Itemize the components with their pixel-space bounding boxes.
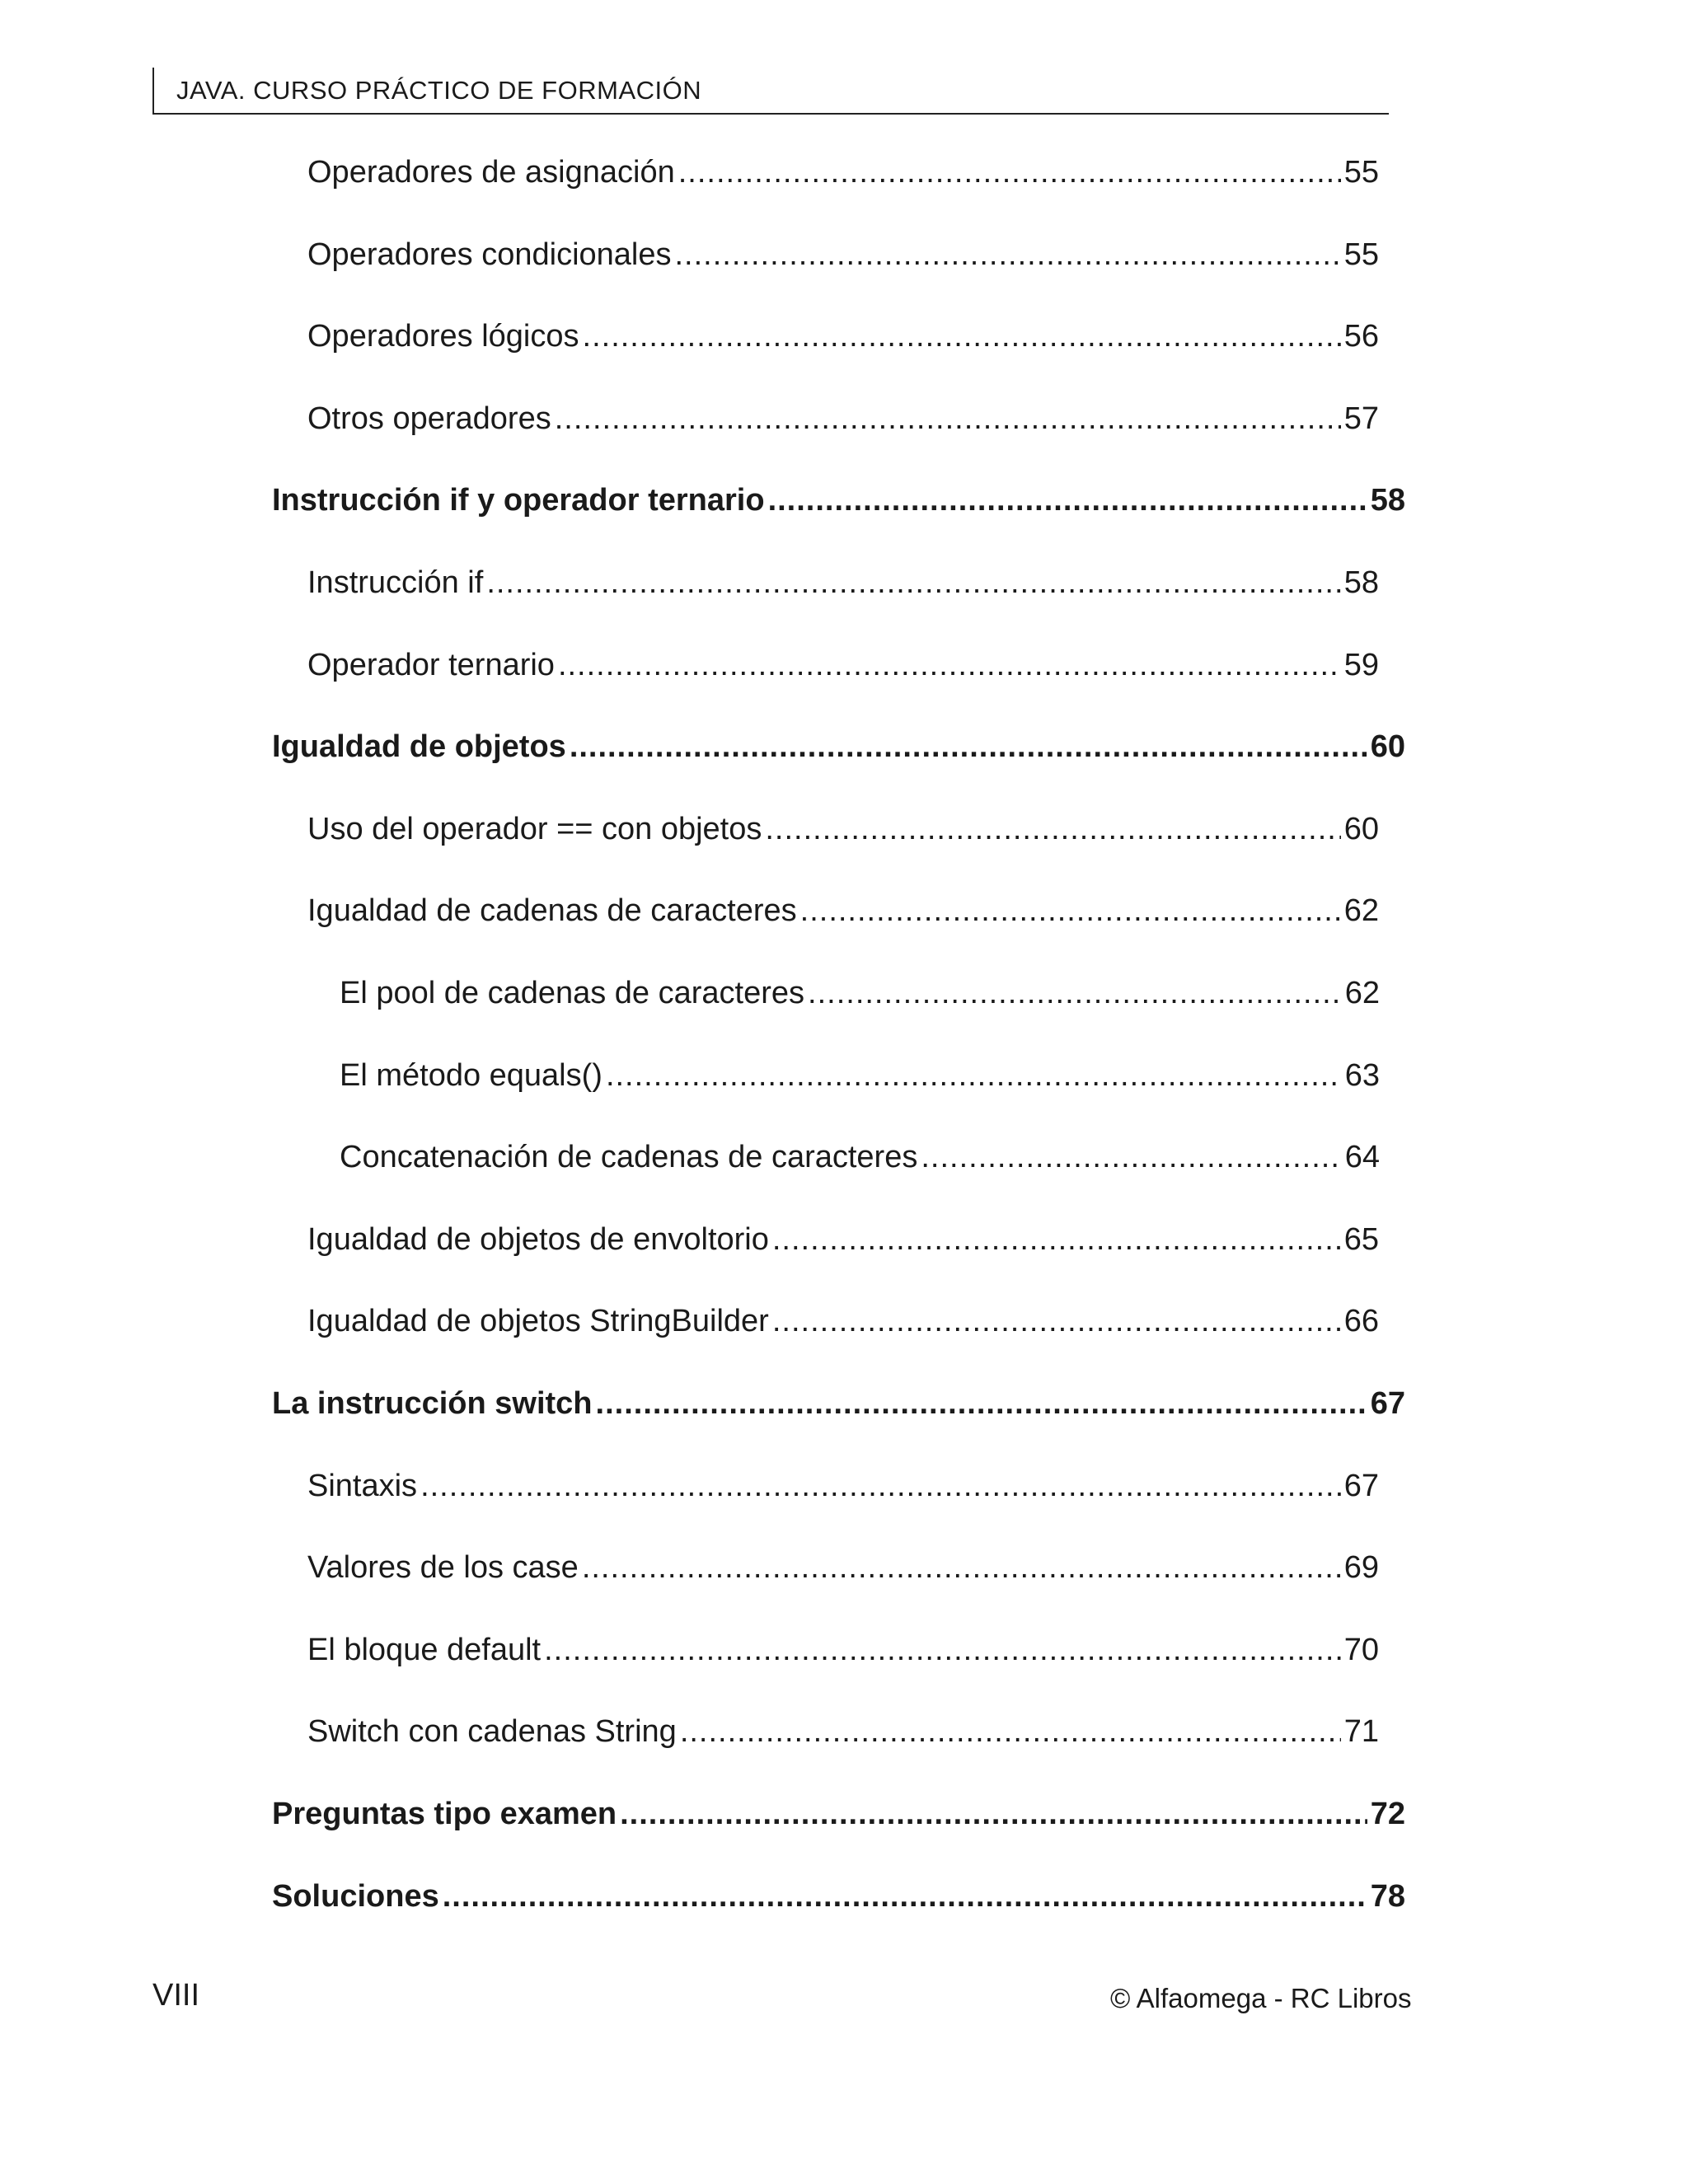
toc-entry-page: 59 [1343, 648, 1379, 682]
toc-entry[interactable] [272, 1879, 1405, 1929]
toc-entry-title: Soluciones [272, 1879, 439, 1914]
toc-entry-title: Operadores condicionales [307, 237, 672, 272]
toc-entry-title: El método equals() [340, 1058, 603, 1093]
toc-dot-leader [544, 1633, 1341, 1668]
toc-entry[interactable] [307, 1550, 1379, 1600]
toc-entry-page: 55 [1343, 155, 1379, 190]
toc-entry-title: Sintaxis [307, 1469, 418, 1503]
toc-entry[interactable] [340, 1058, 1380, 1108]
toc-entry-page: 63 [1344, 1058, 1380, 1093]
toc-entry-page: 66 [1343, 1304, 1379, 1338]
toc-dot-leader [486, 565, 1340, 601]
toc-dot-leader [808, 976, 1342, 1011]
toc-entry[interactable] [307, 401, 1379, 451]
toc-dot-leader [420, 1469, 1341, 1504]
toc-entry-page: 72 [1370, 1797, 1405, 1831]
toc-entry[interactable] [272, 729, 1405, 779]
toc-entry[interactable] [307, 893, 1379, 943]
toc-entry-page: 58 [1370, 483, 1405, 518]
toc-entry-title: Operadores de asignación [307, 155, 675, 190]
page-number: VIII [152, 1978, 200, 2013]
toc-entry-page: 70 [1343, 1633, 1379, 1667]
toc-entry-page: 65 [1343, 1222, 1379, 1257]
toc-entry[interactable] [340, 1140, 1380, 1189]
running-header [152, 68, 1389, 115]
toc-entry[interactable] [307, 648, 1379, 697]
running-header-title: JAVA. CURSO PRÁCTICO DE FORMACIÓN [176, 76, 702, 105]
toc-dot-leader [555, 401, 1341, 437]
toc-entry[interactable] [340, 976, 1380, 1025]
toc-entry-page: 69 [1343, 1550, 1379, 1585]
toc-entry-page: 62 [1343, 893, 1379, 928]
toc-dot-leader [921, 1140, 1341, 1175]
toc-dot-leader [558, 648, 1341, 683]
toc-entry-page: 60 [1343, 812, 1379, 846]
toc-entry-title: El pool de cadenas de caracteres [340, 976, 805, 1010]
toc-entry-page: 58 [1343, 565, 1379, 600]
toc-entry-title: Igualdad de cadenas de caracteres [307, 893, 797, 928]
toc-entry-title: Igualdad de objetos de envoltorio [307, 1222, 769, 1257]
toc-entry-page: 55 [1343, 237, 1379, 272]
toc-entry-title: Operadores lógicos [307, 319, 579, 354]
toc-entry-page: 67 [1370, 1386, 1405, 1421]
toc-dot-leader [596, 1386, 1367, 1422]
toc-entry-page: 57 [1343, 401, 1379, 436]
toc-entry-page: 60 [1370, 729, 1405, 764]
toc-entry-title: La instrucción switch [272, 1386, 593, 1421]
toc-dot-leader [680, 1714, 1341, 1750]
toc-entry[interactable] [307, 1714, 1379, 1764]
copyright-notice: © Alfaomega - RC Libros [1110, 1983, 1412, 2013]
toc-entry-page: 67 [1343, 1469, 1379, 1503]
toc-dot-leader [570, 729, 1367, 765]
toc-entry-title: Instrucción if y operador ternario [272, 483, 765, 518]
toc-dot-leader [800, 893, 1341, 929]
toc-dot-leader [675, 237, 1341, 273]
toc-entry-title: Uso del operador == con objetos [307, 812, 762, 846]
toc-entry-page: 71 [1343, 1714, 1379, 1749]
toc-entry-page: 56 [1343, 319, 1379, 354]
toc-dot-leader [443, 1879, 1367, 1915]
toc-entry[interactable] [307, 1304, 1379, 1353]
toc-entry-title: Igualdad de objetos StringBuilder [307, 1304, 769, 1338]
toc-entry[interactable] [307, 155, 1379, 204]
toc-dot-leader [772, 1304, 1341, 1339]
toc-dot-leader [768, 483, 1367, 518]
toc-entry-title: Valores de los case [307, 1550, 579, 1585]
toc-dot-leader [620, 1797, 1367, 1832]
toc-entry-title: Otros operadores [307, 401, 551, 436]
toc-entry-title: Concatenación de cadenas de caracteres [340, 1140, 918, 1174]
toc-entry[interactable] [272, 1386, 1405, 1436]
toc-entry[interactable] [307, 1222, 1379, 1272]
toc-entry[interactable] [307, 812, 1379, 861]
toc-dot-leader [583, 319, 1341, 354]
toc-entry[interactable] [307, 1633, 1379, 1682]
toc-entry-title: Operador ternario [307, 648, 555, 682]
toc-entry-title: Preguntas tipo examen [272, 1797, 617, 1831]
toc-entry[interactable] [307, 565, 1379, 615]
toc-entry-title: El bloque default [307, 1633, 542, 1667]
toc-entry[interactable] [272, 483, 1405, 532]
toc-entry-page: 64 [1344, 1140, 1380, 1174]
toc-entry[interactable] [307, 1469, 1379, 1518]
toc-entry-page: 62 [1344, 976, 1380, 1010]
toc-dot-leader [678, 155, 1341, 190]
toc-entry-title: Switch con cadenas String [307, 1714, 677, 1749]
toc-dot-leader [772, 1222, 1341, 1258]
toc-entry[interactable] [272, 1797, 1405, 1846]
toc-entry-page: 78 [1370, 1879, 1405, 1914]
toc-entry[interactable] [307, 319, 1379, 368]
toc-entry[interactable] [307, 237, 1379, 287]
toc-entry-title: Instrucción if [307, 565, 484, 600]
toc-dot-leader [582, 1550, 1341, 1586]
toc-dot-leader [606, 1058, 1342, 1094]
toc-dot-leader [765, 812, 1340, 847]
toc-entry-title: Igualdad de objetos [272, 729, 566, 764]
